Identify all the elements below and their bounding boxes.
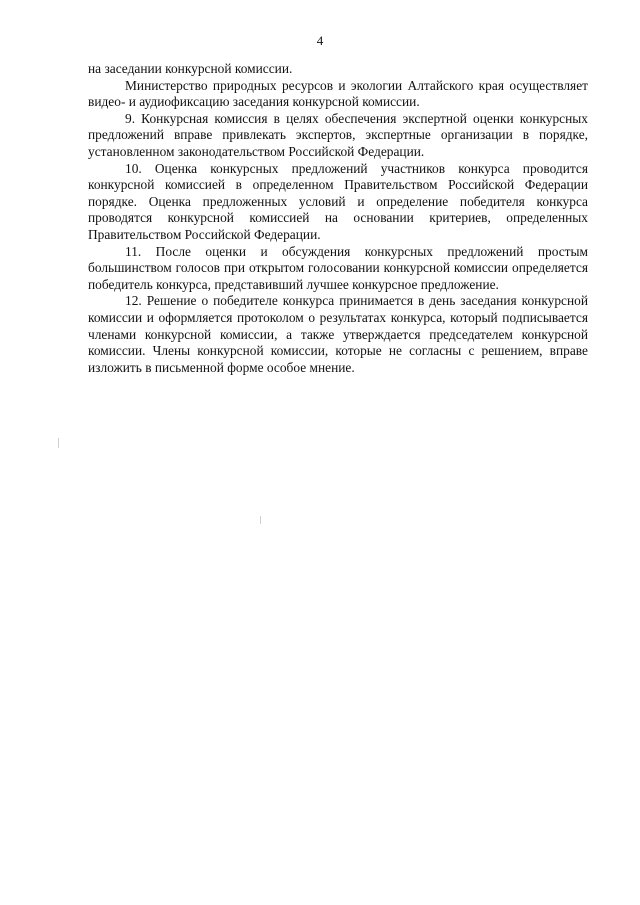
- page-number: 4: [316, 33, 324, 48]
- paragraph-10: 10. Оценка конкурсных предложений участников конкурса проводится конкурсной комиссией в определенном Правительством Российской Федерации порядке. Оценка предложенных условий и определение победителя конкурса проводятся конкурсной комиссией на основании критериев, определенных Правительством Российской Федерации.: [88, 160, 588, 242]
- scan-artifact-middle: [260, 516, 261, 524]
- scan-artifact-left: [58, 438, 59, 448]
- paragraph-9: 9. Конкурсная комиссия в целях обеспечения экспертной оценки конкурсных предложений вправе привлекать экспертов, экспертные организации в порядке, установленном законодательством Российской Федерации.: [88, 110, 588, 159]
- document-body: [88, 61, 588, 376]
- paragraph-12: 12. Решение о победителе конкурса принимается в день заседания конкурсной комиссии и оформляется протоколом о результатах конкурса, который подписывается членами конкурсной комиссии, а также утверждается председателем конкурсной комиссии. Члены конкурсной комиссии, которые не согласны с решением, вправе изложить в письменной форме особое мнение.: [88, 293, 588, 375]
- paragraph-11: 11. После оценки и обсуждения конкурсных предложений простым большинством голосов при открытом голосовании конкурсной комиссии определяется победитель конкурса, представивший лучшее конкурсное предложение.: [88, 243, 588, 292]
- paragraph-video-recording: Министерство природных ресурсов и экологии Алтайского края осуществляет видео- и аудиофиксацию заседания конкурсной комиссии.: [88, 77, 588, 110]
- paragraph-continuation: на заседании конкурсной комиссии.: [88, 61, 293, 76]
